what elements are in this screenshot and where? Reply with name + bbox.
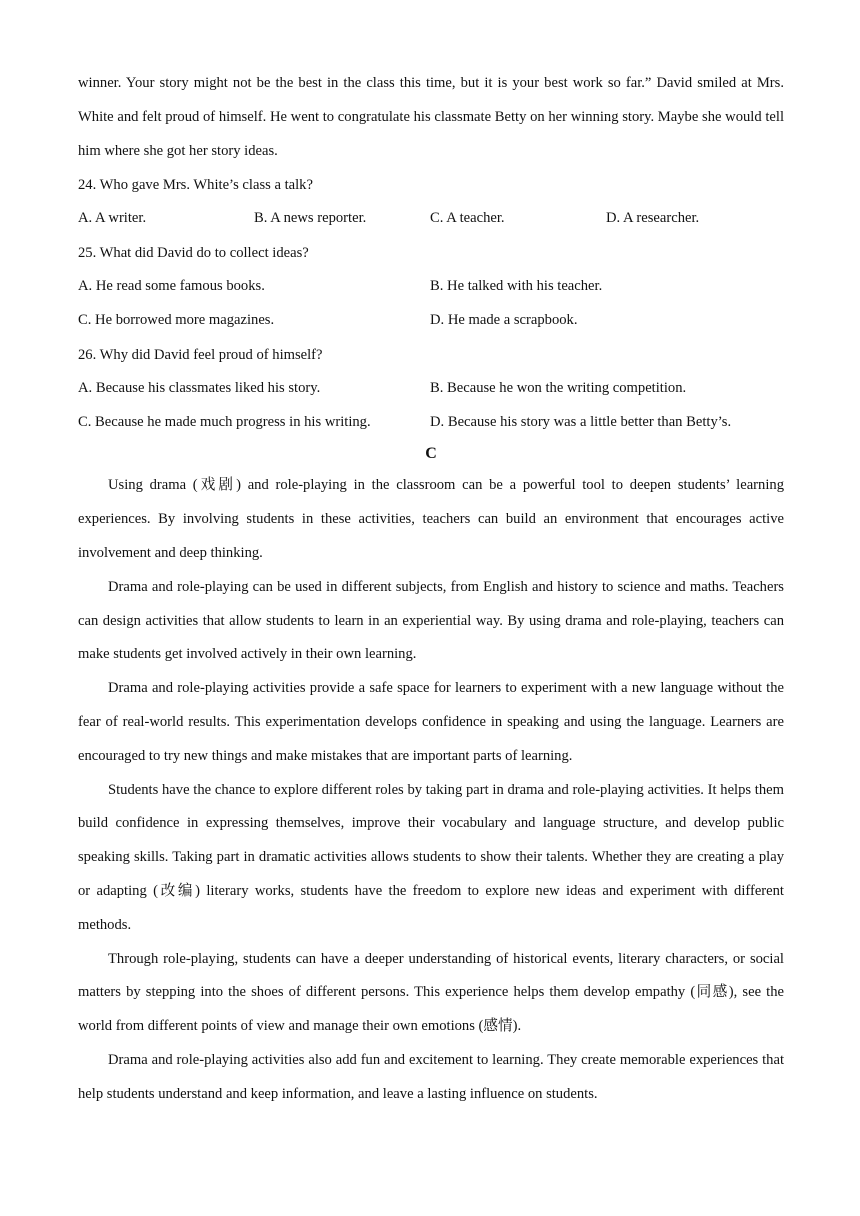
question-25-stem: 25. What did David do to collect ideas? (78, 245, 309, 262)
question-25-option-a: A. He read some famous books. (78, 278, 265, 295)
question-25 (78, 236, 784, 338)
section-heading: C (425, 445, 437, 463)
passage-paragraph-6: Drama and role-playing activities also add fun and excitement to learning. They create memorable experiences that help students understand and keep information, and leave a lasting influence on students. (78, 1051, 784, 1102)
question-25-option-b: B. He talked with his teacher. (430, 278, 603, 295)
question-24-option-b: B. A news reporter. (254, 210, 367, 227)
question-25-option-c: C. He borrowed more magazines. (78, 311, 275, 328)
question-24-option-d: D. A researcher. (606, 210, 700, 227)
question-26-option-c: C. Because he made much progress in his writing. (78, 413, 371, 430)
question-26-option-d: D. Because his story was a little better than Betty’s. (430, 413, 732, 430)
passage-paragraph-5: Through role-playing, students can have a deeper understanding of historical events, literary characters, or social matters by stepping into the shoes of different persons. This experience helps them develop empathy (同感), see the world from different points of view and manage their own emotions (感情). (78, 950, 784, 1035)
question-26 (78, 338, 784, 440)
question-26-option-a: A. Because his classmates liked his story. (78, 379, 321, 396)
passage-paragraph-3: Drama and role-playing activities provide a safe space for learners to experiment with a new language without the fear of real-world results. This experimentation develops confidence in speaking and using the language. Learners are encouraged to try new things and make mistakes that are important parts of learning. (78, 680, 784, 764)
passage-paragraph-4: Students have the chance to explore different roles by taking part in drama and role-playing activities. It helps them build confidence in expressing themselves, improve their vocabulary and language structure, and develop public speaking skills. Taking part in dramatic activities allows students to show their talents. Whether they are creating a play or adapting (改编) literary works, students have the freedom to explore new ideas and experiment with different methods. (78, 781, 784, 933)
question-24-stem: 24. Who gave Mrs. White’s class a talk? (78, 177, 313, 194)
question-25-options-row2 (78, 304, 784, 338)
question-26-stem: 26. Why did David feel proud of himself? (78, 346, 323, 363)
question-25-option-d: D. He made a scrapbook. (430, 311, 578, 328)
question-24-option-a: A. A writer. (78, 210, 147, 227)
question-24-options (78, 202, 784, 236)
exam-page (78, 67, 784, 1112)
question-26-option-b: B. Because he won the writing competition. (430, 379, 687, 396)
question-26-options-row1 (78, 372, 784, 406)
question-24-option-c: C. A teacher. (430, 210, 505, 227)
passage-paragraph-2: Drama and role-playing can be used in different subjects, from English and history to science and maths. Teachers can design activities that allow students to learn in an experiential way. By using drama and role-playing, teachers can make students get involved actively in their own learning. (78, 578, 784, 663)
passage-paragraph-1: Using drama (戏剧) and role-playing in the classroom can be a powerful tool to deepen students’ learning experiences. By involving students in these activities, teachers can build an environment that encourages active involvement and deep thinking. (78, 477, 784, 561)
question-24 (78, 168, 784, 236)
question-25-options-row1 (78, 270, 784, 304)
question-26-options-row2 (78, 406, 784, 440)
intro-paragraph: winner. Your story might not be the best in the class this time, but it is your best work so far.” David smiled at Mrs. White and felt proud of himself. He went to congratulate his classmate Betty on her winning story. Maybe she would tell him where she got her story ideas. (78, 75, 784, 159)
